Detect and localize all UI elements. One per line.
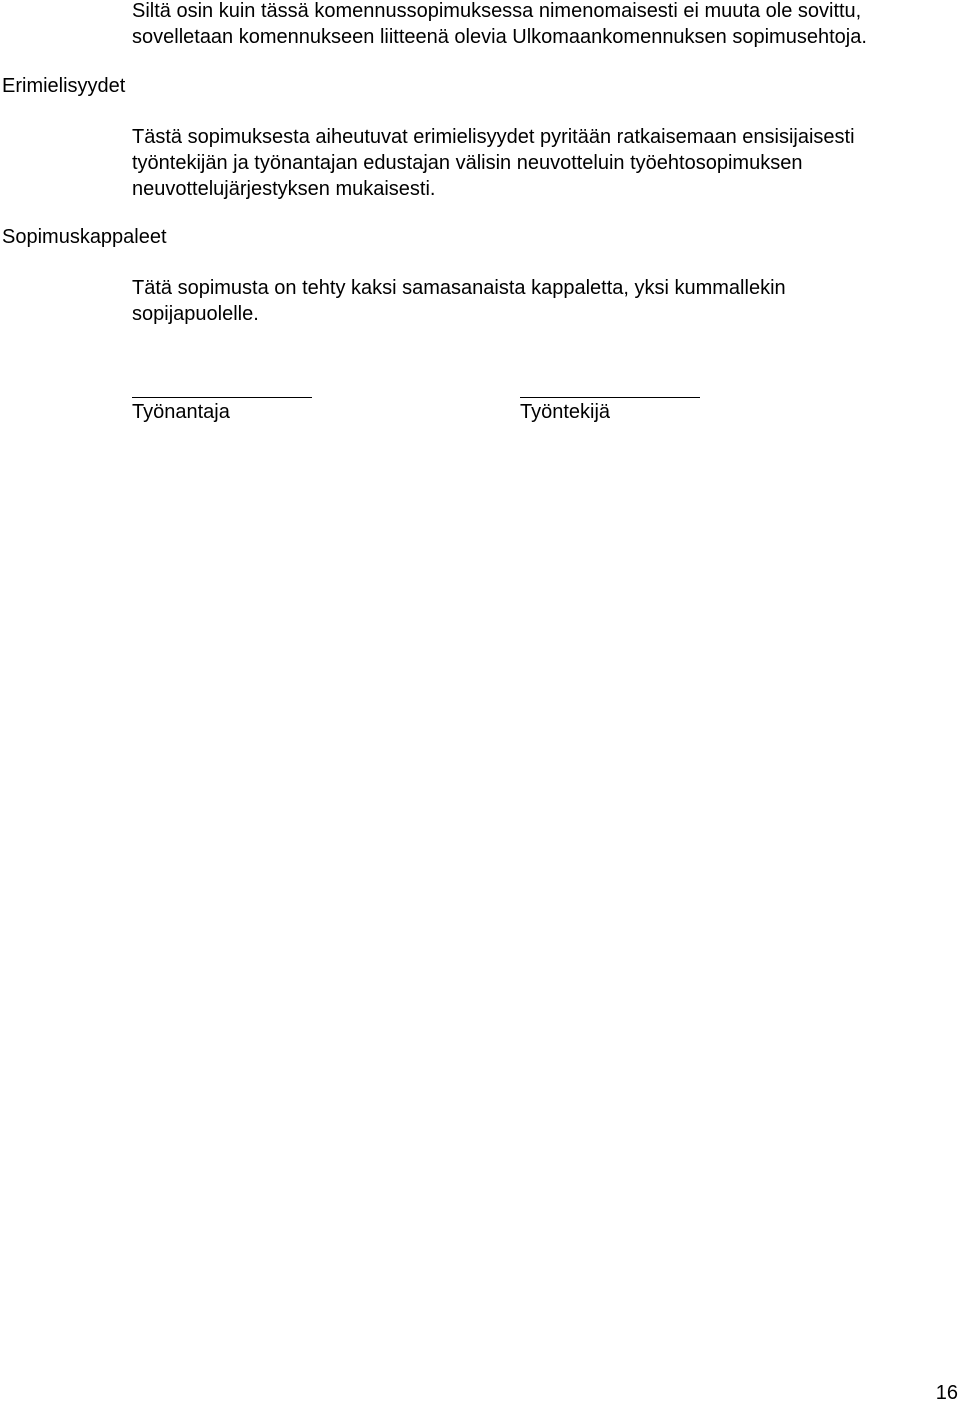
employee-signature-label: Työntekijä <box>520 401 611 423</box>
employee-signature-line <box>520 397 700 398</box>
employer-signature-line <box>132 397 312 398</box>
paragraph-line: sovelletaan komennukseen liitteenä olevia Ulkomaankomennuksen sopimusehtoja. <box>132 26 867 48</box>
copies-paragraph <box>132 275 952 327</box>
intro-paragraph <box>132 0 952 50</box>
paragraph-line: Siltä osin kuin tässä komennussopimuksessa nimenomaisesti ei muuta ole sovittu, <box>132 0 862 22</box>
employer-signature-label: Työnantaja <box>132 401 230 423</box>
section-heading-disputes: Erimielisyydet <box>2 75 126 97</box>
page-number: 16 <box>935 1382 958 1404</box>
paragraph-line: neuvottelujärjestyksen mukaisesti. <box>132 178 436 200</box>
paragraph-line: sopijapuolelle. <box>132 303 259 325</box>
disputes-paragraph <box>132 124 952 202</box>
paragraph-line: Tätä sopimusta on tehty kaksi samasanaista kappaletta, yksi kummallekin <box>132 277 786 299</box>
section-heading-copies: Sopimuskappaleet <box>2 226 167 248</box>
paragraph-line: työntekijän ja työnantajan edustajan välisin neuvotteluin työehtosopimuksen <box>132 152 803 174</box>
paragraph-line: Tästä sopimuksesta aiheutuvat erimielisyydet pyritään ratkaisemaan ensisijaisesti <box>132 126 855 148</box>
